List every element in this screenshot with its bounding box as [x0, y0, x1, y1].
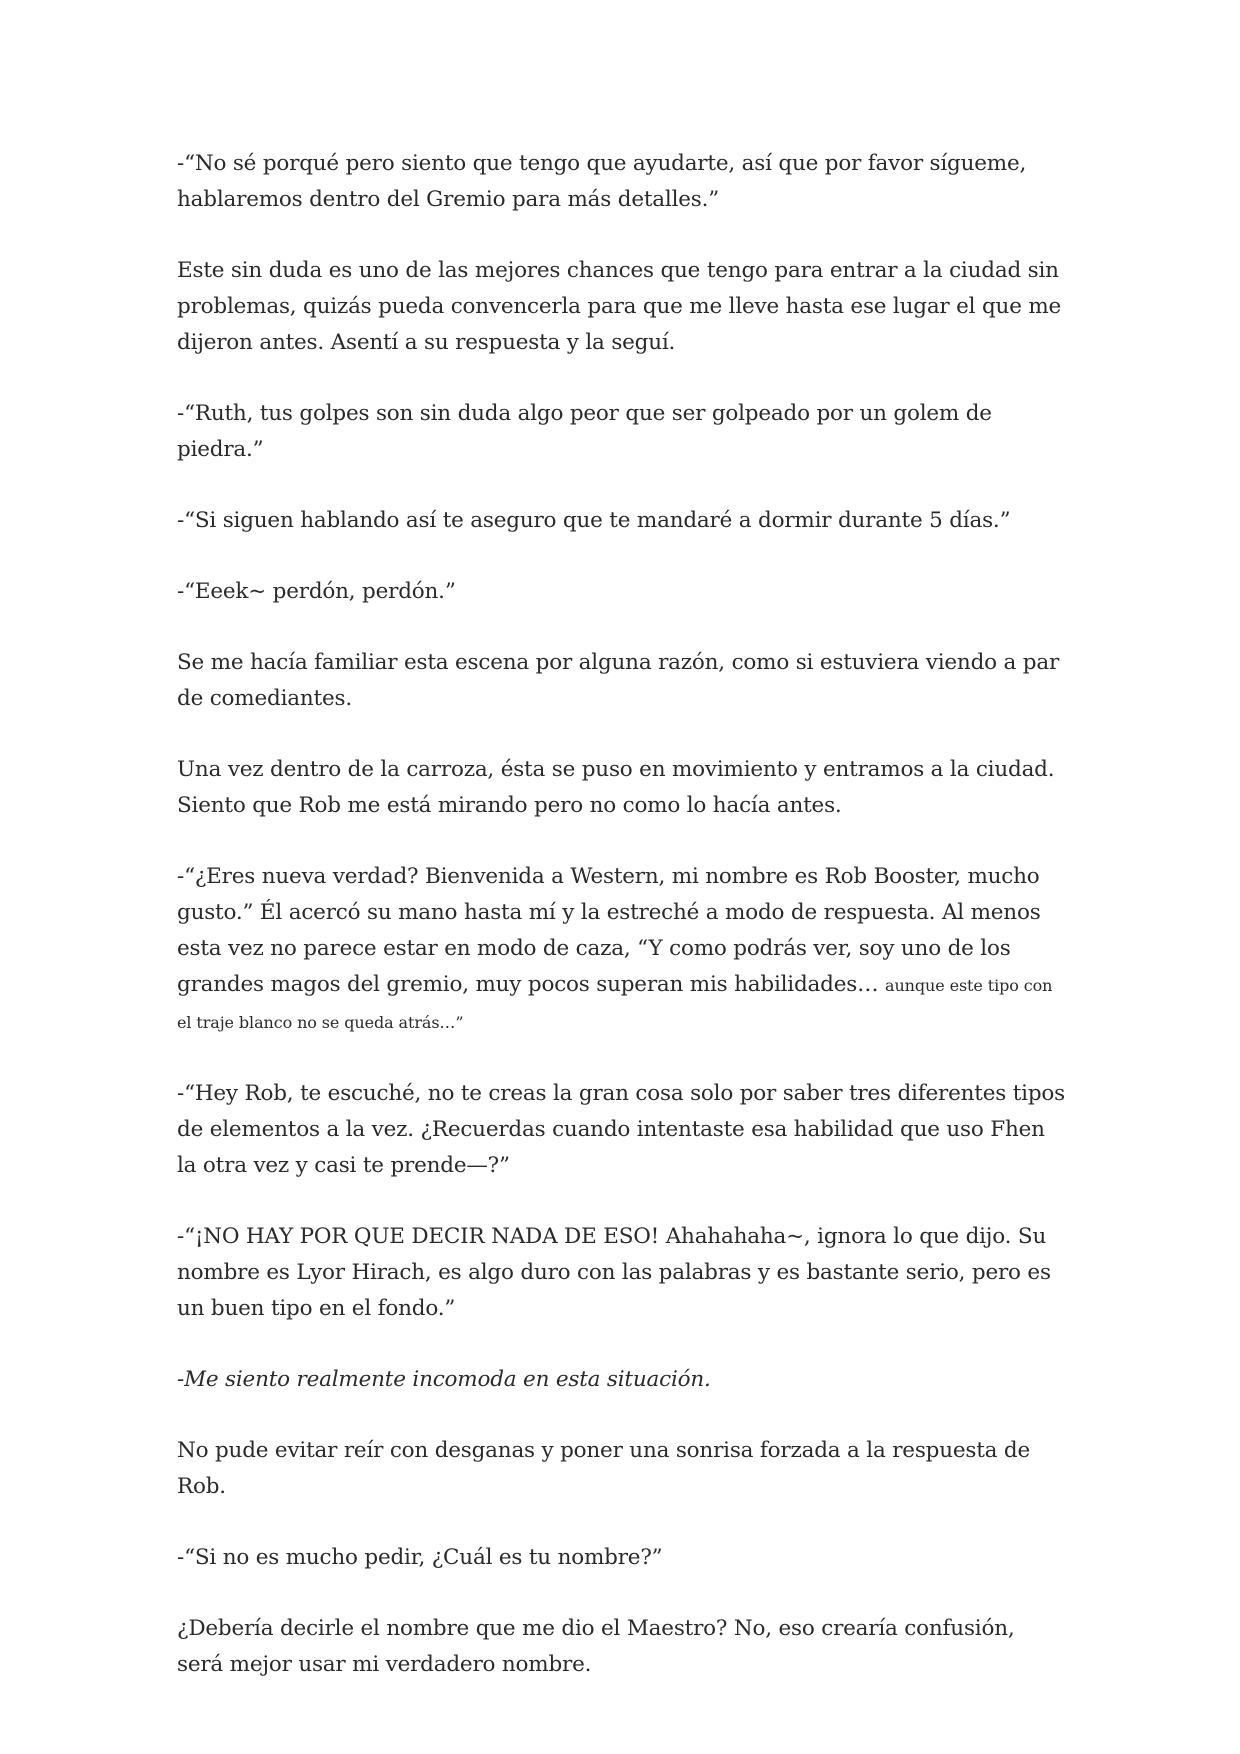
paragraph-7: Una vez dentro de la carroza, ésta se puso en movimiento y entramos a la ciudad. Siento que Rob me está mirando pero no como lo hacía antes.	[177, 757, 1055, 818]
paragraph-2: Este sin duda es uno de las mejores chances que tengo para entrar a la ciudad sin problemas, quizás pueda convencerla para que me lleve hasta ese lugar el que me dijeron antes. Asentí a su respuesta y la seguí.	[177, 258, 1062, 355]
paragraph-10: -“¡NO HAY POR QUE DECIR NADA DE ESO! Ahahahaha~, ignora lo que dijo. Su nombre es Lyor Hirach, es algo duro con las palabras y es bastante serio, pero es un buen tipo en el fondo.”	[177, 1224, 1051, 1321]
paragraph-11-thought: -Me siento realmente incomoda en esta situación.	[177, 1367, 711, 1392]
paragraph-1: -“No sé porqué pero siento que tengo que ayudarte, así que por favor sígueme, hablaremos dentro del Gremio para más detalles.”	[177, 151, 1027, 212]
paragraph-8	[177, 859, 1067, 1041]
paragraph-9: -“Hey Rob, te escuché, no te creas la gran cosa solo por saber tres diferentes tipos de elementos a la vez. ¿Recuerdas cuando intentaste esa habilidad que uso Fhen la otra vez y casi te prende—?”	[177, 1081, 1065, 1178]
paragraph-4: -“Si siguen hablando así te aseguro que te mandaré a dormir durante 5 días.”	[177, 508, 1011, 533]
paragraph-5: -“Eeek~ perdón, perdón.”	[177, 579, 456, 604]
document-body	[177, 146, 1067, 1718]
paragraph-12: No pude evitar reír con desganas y poner una sonrisa forzada a la respuesta de Rob.	[177, 1438, 1031, 1499]
paragraph-8-small-text: aunque este tipo con el traje blanco no se queda atrás…”	[177, 976, 1053, 1032]
paragraph-3: -“Ruth, tus golpes son sin duda algo peor que ser golpeado por un golem de piedra.”	[177, 401, 992, 462]
paragraph-6: Se me hacía familiar esta escena por alguna razón, como si estuviera viendo a par de comediantes.	[177, 650, 1060, 711]
paragraph-13: -“Si no es mucho pedir, ¿Cuál es tu nombre?”	[177, 1545, 663, 1570]
paragraph-14: ¿Debería decirle el nombre que me dio el Maestro? No, eso crearía confusión, será mejor usar mi verdadero nombre.	[177, 1616, 1015, 1677]
paragraph-8-main-text: -“¿Eres nueva verdad? Bienvenida a Western, mi nombre es Rob Booster, mucho gusto.” Él acercó su mano hasta mí y la estreché a modo de respuesta. Al menos esta vez no parece estar en modo de caza, “Y como podrás ver, soy uno de los grandes magos del gremio, muy pocos superan mis habilidades…	[177, 864, 1041, 997]
